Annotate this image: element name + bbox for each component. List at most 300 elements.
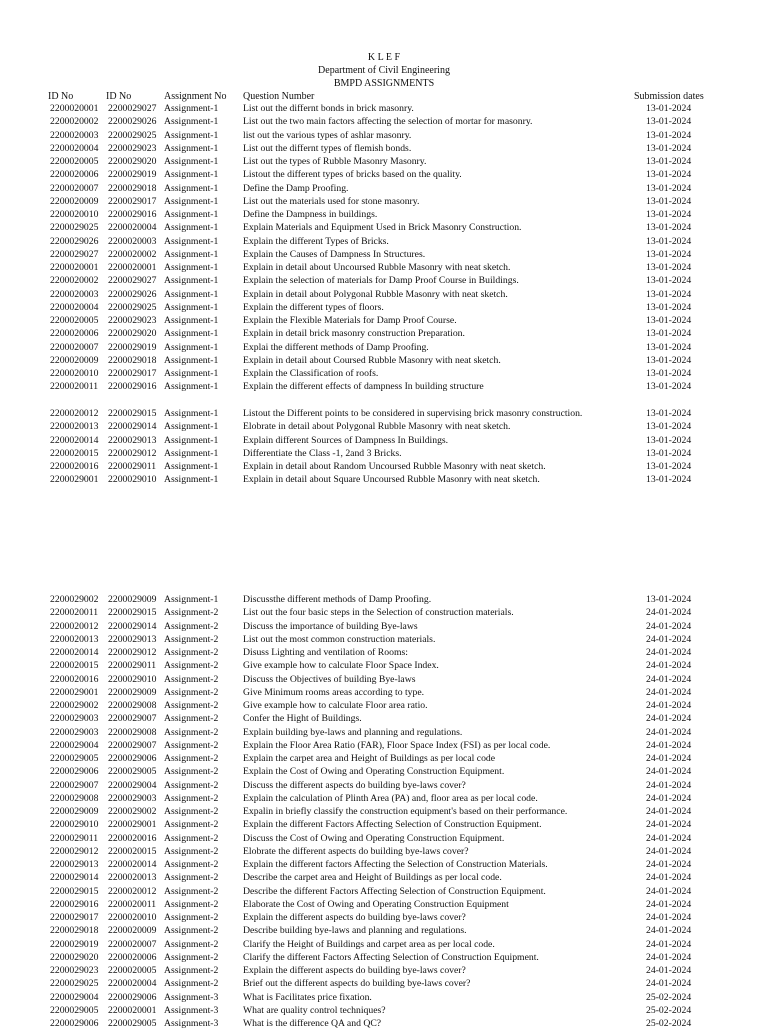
cell-question: List out the two main factors affecting the selection of mortar for masonry. [243,116,533,128]
department-name: Department of Civil Engineering [318,65,450,76]
cell-assignment-no: Assignment-3 [164,1004,219,1016]
cell-submission-date: 13-01-2024 [646,209,692,220]
cell-id-no-2: 2200029020 [108,328,157,340]
cell-assignment-no: Assignment-2 [164,978,219,990]
column-id-no-2: ID No [106,91,132,102]
institution-name: K L E F [367,52,401,63]
cell-id-no-1: 2200029001 [50,686,99,698]
cell-id-no-2: 2200029026 [108,288,157,300]
cell-submission-date: 25-02-2024 [646,1018,692,1029]
cell-id-no-1: 2200029001 [50,474,99,486]
cell-id-no-1: 2200020011 [50,381,99,393]
table-row [0,447,768,460]
table-row [0,407,768,420]
cell-question: Brief out the different aspects do building bye-laws cover? [243,978,471,990]
cell-submission-date: 13-01-2024 [646,301,692,313]
cell-submission-date: 24-01-2024 [646,779,692,791]
cell-assignment-no: Assignment-1 [164,116,219,128]
cell-question: Explain the carpet area and Height of Buildings as per local code [243,753,496,764]
table-row [0,699,768,712]
cell-id-no-1: 2200029007 [50,779,99,791]
table-row [0,845,768,858]
cell-id-no-1: 2200029006 [50,1018,99,1029]
cell-assignment-no: Assignment-1 [164,461,219,472]
cell-id-no-1: 2200029005 [50,753,99,764]
cell-submission-date: 24-01-2024 [646,938,692,950]
cell-id-no-2: 2200029027 [108,103,157,114]
cell-id-no-1: 2200029027 [50,248,99,260]
table-row [0,765,768,778]
table-row [0,1004,768,1017]
cell-submission-date: 13-01-2024 [646,381,692,393]
cell-id-no-2: 2200029018 [108,354,157,366]
cell-id-no-2: 2200020005 [108,965,157,976]
table-row [0,593,768,606]
cell-id-no-1: 2200029017 [50,912,99,923]
cell-assignment-no: Assignment-2 [164,686,219,698]
table-row [0,726,768,739]
cell-id-no-2: 2200029027 [108,275,157,287]
cell-id-no-2: 2200029008 [108,726,157,738]
cell-assignment-no: Assignment-1 [164,103,219,114]
cell-id-no-2: 2200029011 [108,461,157,472]
cell-submission-date: 13-01-2024 [646,447,692,459]
cell-question: Elobrate in detail about Polygonal Rubble Masonry with neat sketch. [243,421,511,433]
cell-submission-date: 13-01-2024 [646,315,692,326]
table-row [0,885,768,898]
cell-question: Discuss the importance of building Bye-laws [243,620,418,632]
cell-assignment-no: Assignment-2 [164,951,219,963]
cell-assignment-no: Assignment-2 [164,965,219,976]
cell-id-no-2: 2200029009 [108,686,157,698]
cell-id-no-1: 2200029011 [50,832,99,844]
table-row [0,871,768,884]
cell-question: Explain in detail about Random Uncoursed Rubble Masonry with neat sketch. [243,461,546,472]
cell-id-no-2: 2200029005 [108,1018,157,1029]
cell-submission-date: 25-02-2024 [646,991,692,1003]
cell-submission-date: 24-01-2024 [646,753,692,764]
cell-question: Give example how to calculate Floor Space Index. [243,660,439,672]
table-row [0,327,768,340]
cell-question: Clarify the different Factors Affecting Selection of Construction Equipment. [243,951,539,963]
cell-question: Discuss the Cost of Owing and Operating Construction Equipment. [243,832,505,844]
cell-assignment-no: Assignment-2 [164,859,219,870]
table-row [0,779,768,792]
cell-submission-date: 13-01-2024 [646,328,692,340]
cell-id-no-1: 2200020004 [50,142,99,154]
cell-id-no-1: 2200020009 [50,354,99,366]
table-row [0,991,768,1004]
cell-id-no-1: 2200020010 [50,209,99,220]
table-row [0,341,768,354]
cell-submission-date: 24-01-2024 [646,766,692,778]
cell-question: Explain the different types of floors. [243,301,384,313]
cell-id-no-2: 2200029015 [108,408,157,419]
cell-assignment-no: Assignment-1 [164,434,219,446]
cell-question: Explain different Sources of Dampness In Buildings. [243,434,449,446]
cell-question: Explain the different Factors Affecting Selection of Construction Equipment. [243,819,542,831]
cell-id-no-1: 2200020007 [50,341,99,353]
cell-question: Differentiate the Class -1, 2and 3 Bricks. [243,447,402,459]
table-row [0,354,768,367]
cell-submission-date: 24-01-2024 [646,792,692,804]
cell-id-no-2: 2200029010 [108,673,157,685]
cell-submission-date: 13-01-2024 [646,408,692,419]
cell-assignment-no: Assignment-2 [164,660,219,672]
table-row [0,460,768,473]
cell-submission-date: 24-01-2024 [646,965,692,976]
table-row [0,673,768,686]
table-row [0,235,768,248]
cell-id-no-1: 2200020011 [50,607,99,619]
cell-id-no-1: 2200020003 [50,129,99,141]
cell-assignment-no: Assignment-1 [164,368,219,379]
cell-question: List out the materials used for stone masonry. [243,195,420,207]
cell-submission-date: 24-01-2024 [646,832,692,844]
cell-question: Expalin in briefly classify the construction equipment's based on their performance. [243,806,568,817]
cell-assignment-no: Assignment-2 [164,726,219,738]
cell-assignment-no: Assignment-1 [164,235,219,247]
cell-assignment-no: Assignment-1 [164,381,219,393]
cell-question: list out the various types of ashlar masonry. [243,129,412,141]
cell-assignment-no: Assignment-2 [164,885,219,897]
cell-id-no-1: 2200029013 [50,859,99,870]
cell-id-no-1: 2200029015 [50,885,99,897]
cell-id-no-1: 2200020001 [50,262,99,273]
table-row [0,832,768,845]
cell-assignment-no: Assignment-2 [164,673,219,685]
table-row [0,274,768,287]
table-row [0,288,768,301]
table-row [0,911,768,924]
table-row [0,248,768,261]
cell-id-no-1: 2200020016 [50,673,99,685]
cell-id-no-1: 2200020007 [50,182,99,194]
cell-id-no-2: 2200029003 [108,792,157,804]
cell-submission-date: 24-01-2024 [646,885,692,897]
cell-question: List out the most common construction materials. [243,633,436,645]
cell-submission-date: 24-01-2024 [646,647,692,658]
cell-assignment-no: Assignment-2 [164,898,219,910]
cell-id-no-2: 2200029023 [108,315,157,326]
cell-id-no-2: 2200020016 [108,832,157,844]
cell-submission-date: 24-01-2024 [646,845,692,857]
table-row [0,805,768,818]
cell-id-no-1: 2200029009 [50,806,99,817]
cell-question: List out the four basic steps in the Selection of construction materials. [243,607,514,619]
cell-id-no-1: 2200029012 [50,845,99,857]
cell-submission-date: 13-01-2024 [646,354,692,366]
cell-question: What is Facilitates price fixation. [243,991,372,1003]
cell-submission-date: 24-01-2024 [646,673,692,685]
cell-id-no-1: 2200029005 [50,1004,99,1016]
cell-id-no-1: 2200020015 [50,447,99,459]
cell-assignment-no: Assignment-1 [164,315,219,326]
cell-question: Explain the Cost of Owing and Operating Construction Equipment. [243,766,505,778]
cell-id-no-2: 2200020002 [108,248,157,260]
cell-submission-date: 13-01-2024 [646,421,692,433]
cell-id-no-2: 2200029020 [108,156,157,167]
cell-assignment-no: Assignment-2 [164,912,219,923]
cell-assignment-no: Assignment-3 [164,991,219,1003]
cell-id-no-1: 2200020002 [50,275,99,287]
cell-id-no-2: 2200020004 [108,222,157,234]
cell-id-no-2: 2200029017 [108,368,157,379]
table-row [0,951,768,964]
cell-question: List out the differnt types of flemish bonds. [243,142,412,154]
table-row [0,380,768,393]
cell-submission-date: 13-01-2024 [646,474,692,486]
cell-question: List out the types of Rubble Masonry Masonry. [243,156,427,167]
cell-assignment-no: Assignment-1 [164,275,219,287]
cell-assignment-no: Assignment-1 [164,594,219,605]
cell-assignment-no: Assignment-1 [164,142,219,154]
table-row [0,102,768,115]
cell-id-no-2: 2200020009 [108,925,157,937]
cell-id-no-1: 2200029006 [50,766,99,778]
cell-id-no-2: 2200029016 [108,381,157,393]
table-row [0,182,768,195]
cell-submission-date: 24-01-2024 [646,872,692,884]
table-row [0,314,768,327]
cell-id-no-1: 2200020012 [50,620,99,632]
cell-id-no-2: 2200020007 [108,938,157,950]
table-row [0,473,768,486]
table-row [0,633,768,646]
cell-id-no-1: 2200029002 [50,594,99,605]
cell-submission-date: 13-01-2024 [646,594,692,605]
cell-id-no-1: 2200029025 [50,222,99,234]
cell-question: Explain Materials and Equipment Used in Brick Masonry Construction. [243,222,522,234]
cell-id-no-2: 2200029012 [108,447,157,459]
cell-id-no-2: 2200029013 [108,434,157,446]
cell-id-no-1: 2200029023 [50,965,99,976]
cell-submission-date: 13-01-2024 [646,156,692,167]
cell-question: Describe the carpet area and Height of Buildings as per local code. [243,872,502,884]
cell-submission-date: 24-01-2024 [646,686,692,698]
cell-submission-date: 24-01-2024 [646,978,692,990]
cell-id-no-1: 2200020016 [50,461,99,472]
cell-submission-date: 24-01-2024 [646,620,692,632]
cell-submission-date: 13-01-2024 [646,235,692,247]
table-row [0,964,768,977]
cell-id-no-2: 2200029001 [108,819,157,831]
cell-submission-date: 24-01-2024 [646,951,692,963]
table-row [0,620,768,633]
cell-assignment-no: Assignment-1 [164,301,219,313]
cell-question: Give example how to calculate Floor area ratio. [243,700,428,711]
cell-question: Explain building bye-laws and planning and regulations. [243,726,463,738]
cell-assignment-no: Assignment-1 [164,288,219,300]
cell-submission-date: 13-01-2024 [646,368,692,379]
cell-id-no-2: 2200029006 [108,753,157,764]
cell-question: Explain in detail brick masonry construction Preparation. [243,328,465,340]
cell-id-no-1: 2200029008 [50,792,99,804]
column-assignment-no: Assignment No [164,91,227,102]
column-id-no-1: ID No [48,91,74,102]
cell-submission-date: 24-01-2024 [646,633,692,645]
cell-question: Describe building bye-laws and planning and regulations. [243,925,467,937]
cell-assignment-no: Assignment-2 [164,647,219,658]
table-row [0,924,768,937]
cell-id-no-1: 2200020015 [50,660,99,672]
cell-question: Explain in detail about Uncoursed Rubble Masonry with neat sketch. [243,262,511,273]
cell-assignment-no: Assignment-2 [164,819,219,831]
cell-assignment-no: Assignment-2 [164,739,219,751]
cell-id-no-2: 2200029014 [108,620,157,632]
cell-submission-date: 13-01-2024 [646,169,692,181]
cell-assignment-no: Assignment-2 [164,766,219,778]
table-row [0,168,768,181]
cell-assignment-no: Assignment-1 [164,341,219,353]
cell-assignment-no: Assignment-1 [164,195,219,207]
cell-id-no-1: 2200020013 [50,633,99,645]
table-row [0,938,768,951]
table-row [0,115,768,128]
cell-id-no-1: 2200020003 [50,288,99,300]
cell-id-no-2: 2200029004 [108,779,157,791]
table-row [0,434,768,447]
cell-id-no-2: 2200020004 [108,978,157,990]
cell-id-no-1: 2200029026 [50,235,99,247]
cell-id-no-1: 2200029003 [50,713,99,725]
cell-assignment-no: Assignment-1 [164,182,219,194]
table-row [0,221,768,234]
cell-question: Explain the different effects of dampness In building structure [243,381,484,393]
cell-id-no-2: 2200029026 [108,116,157,128]
cell-assignment-no: Assignment-2 [164,832,219,844]
cell-submission-date: 13-01-2024 [646,434,692,446]
cell-assignment-no: Assignment-1 [164,474,219,486]
cell-assignment-no: Assignment-2 [164,872,219,884]
cell-assignment-no: Assignment-2 [164,713,219,725]
cell-question: Elobrate the different aspects do building bye-laws cover? [243,845,469,857]
cell-question: Explain the selection of materials for Damp Proof Course in Buildings. [243,275,519,287]
cell-assignment-no: Assignment-2 [164,925,219,937]
cell-id-no-2: 2200029007 [108,713,157,725]
cell-question: Disuss Lighting and ventilation of Rooms: [243,647,408,658]
cell-assignment-no: Assignment-2 [164,620,219,632]
cell-question: What are quality control techniques? [243,1004,386,1016]
cell-id-no-2: 2200029012 [108,647,157,658]
cell-question: Explain the Classification of roofs. [243,368,379,379]
table-row [0,646,768,659]
cell-submission-date: 24-01-2024 [646,713,692,725]
cell-question: Discuss the Objectives of building Bye-laws [243,673,416,685]
cell-submission-date: 13-01-2024 [646,288,692,300]
table-row [0,686,768,699]
cell-id-no-2: 2200029013 [108,633,157,645]
table-row [0,129,768,142]
table-row [0,208,768,221]
cell-assignment-no: Assignment-1 [164,408,219,419]
cell-id-no-1: 2200029004 [50,739,99,751]
cell-question: Give Minimum rooms areas according to type. [243,686,425,698]
cell-assignment-no: Assignment-3 [164,1018,219,1029]
cell-id-no-2: 2200029002 [108,806,157,817]
cell-submission-date: 24-01-2024 [646,739,692,751]
cell-id-no-2: 2200029018 [108,182,157,194]
cell-assignment-no: Assignment-1 [164,156,219,167]
cell-id-no-2: 2200029025 [108,129,157,141]
cell-id-no-1: 2200020009 [50,195,99,207]
cell-id-no-1: 2200020004 [50,301,99,313]
cell-submission-date: 24-01-2024 [646,660,692,672]
table-row [0,712,768,725]
cell-id-no-1: 2200029025 [50,978,99,990]
cell-id-no-1: 2200020006 [50,169,99,181]
cell-id-no-2: 2200029009 [108,594,157,605]
cell-id-no-2: 2200029017 [108,195,157,207]
cell-question: Explai the different methods of Damp Proofing. [243,341,429,353]
cell-id-no-2: 2200029019 [108,169,157,181]
cell-submission-date: 24-01-2024 [646,607,692,619]
column-question: Question Number [243,91,315,102]
cell-assignment-no: Assignment-1 [164,354,219,366]
cell-id-no-1: 2200029002 [50,700,99,711]
cell-question: Explain the Causes of Dampness In Structures. [243,248,426,260]
table-row [0,898,768,911]
cell-id-no-1: 2200020012 [50,408,99,419]
cell-question: Explain the different Types of Bricks. [243,235,389,247]
cell-id-no-2: 2200020013 [108,872,157,884]
cell-submission-date: 13-01-2024 [646,195,692,207]
cell-question: Explain in detail about Coursed Rubble Masonry with neat sketch. [243,354,501,366]
cell-submission-date: 13-01-2024 [646,182,692,194]
cell-submission-date: 24-01-2024 [646,898,692,910]
table-row [0,195,768,208]
cell-id-no-2: 2200029007 [108,739,157,751]
cell-id-no-2: 2200020003 [108,235,157,247]
cell-submission-date: 24-01-2024 [646,806,692,817]
cell-question: Confer the Hight of Buildings. [243,713,362,725]
cell-question: Explain the calculation of Plinth Area (PA) and, floor area as per local code. [243,792,538,804]
cell-id-no-2: 2200029016 [108,209,157,220]
cell-assignment-no: Assignment-2 [164,792,219,804]
cell-question: Clarify the Height of Buildings and carpet area as per local code. [243,938,495,950]
table-row [0,858,768,871]
cell-id-no-2: 2200029008 [108,700,157,711]
cell-id-no-2: 2200020015 [108,845,157,857]
cell-id-no-1: 2200020005 [50,156,99,167]
cell-assignment-no: Assignment-1 [164,209,219,220]
cell-assignment-no: Assignment-2 [164,633,219,645]
cell-id-no-2: 2200029014 [108,421,157,433]
cell-assignment-no: Assignment-1 [164,248,219,260]
cell-id-no-1: 2200020006 [50,328,99,340]
cell-assignment-no: Assignment-1 [164,222,219,234]
cell-question: Describe the different Factors Affecting Selection of Construction Equipment. [243,885,546,897]
table-row [0,301,768,314]
cell-id-no-2: 2200029011 [108,660,157,672]
cell-id-no-2: 2200020001 [108,262,157,273]
cell-assignment-no: Assignment-1 [164,129,219,141]
cell-id-no-1: 2200020014 [50,647,99,658]
cell-assignment-no: Assignment-1 [164,262,219,273]
table-row [0,261,768,274]
cell-question: Elaborate the Cost of Owing and Operating Construction Equipment [243,898,509,910]
cell-submission-date: 13-01-2024 [646,341,692,353]
table-row [0,977,768,990]
cell-submission-date: 13-01-2024 [646,262,692,273]
cell-question: What is the difference QA and QC? [243,1018,382,1029]
table-row [0,752,768,765]
table-row [0,792,768,805]
cell-id-no-1: 2200029004 [50,991,99,1003]
cell-assignment-no: Assignment-2 [164,700,219,711]
cell-id-no-2: 2200020012 [108,885,157,897]
cell-id-no-2: 2200029010 [108,474,157,486]
